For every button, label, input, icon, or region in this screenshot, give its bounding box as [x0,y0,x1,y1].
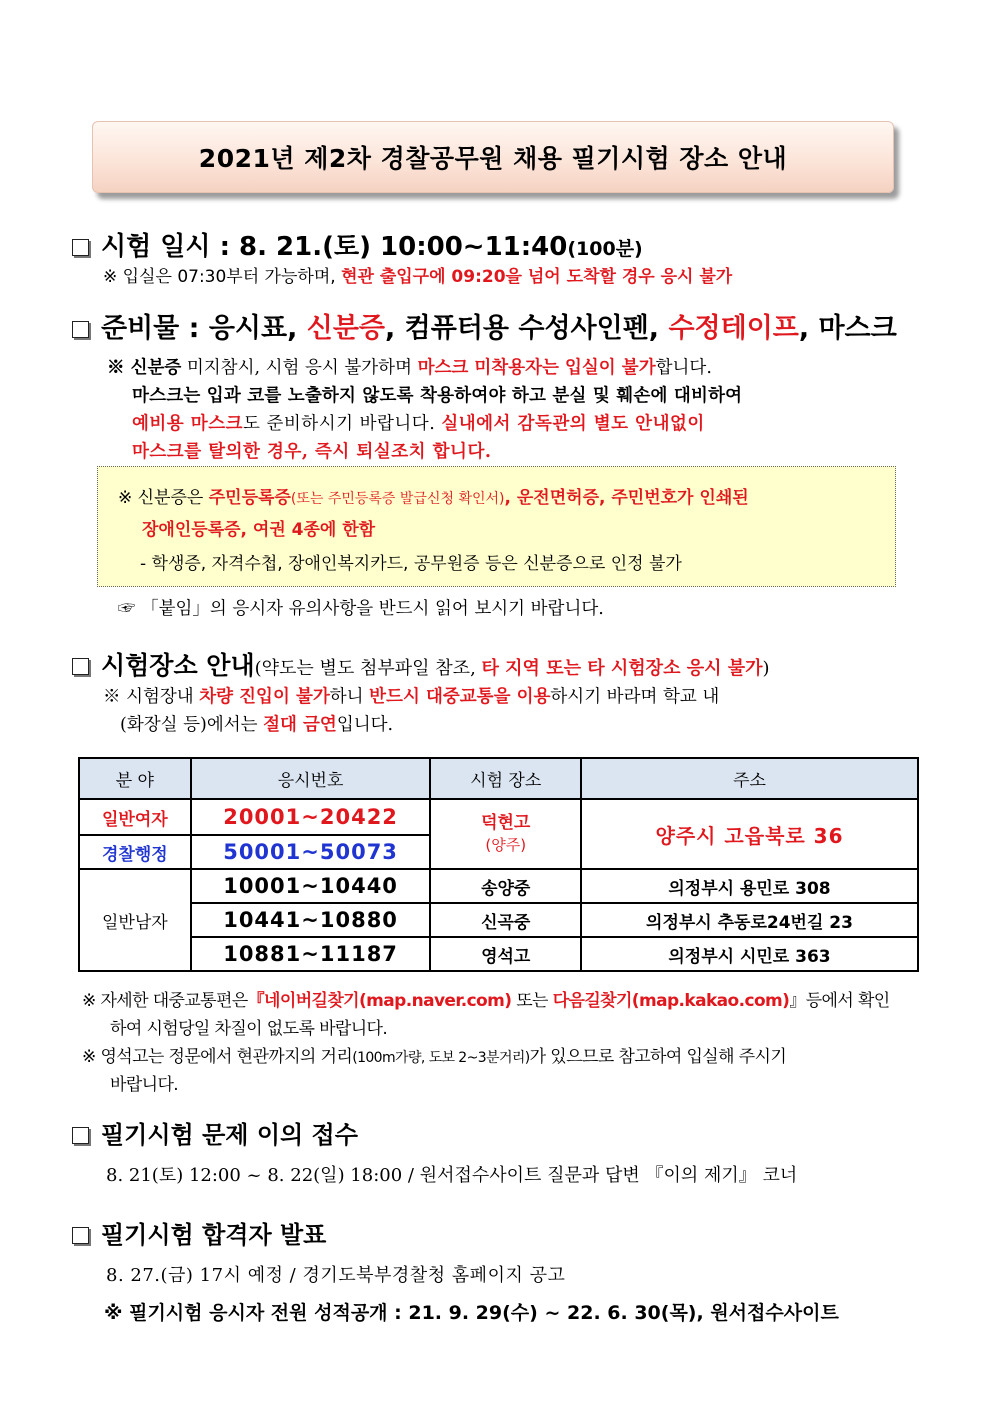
yeongseok-note-line1 [82,1042,786,1067]
section-exam-datetime [72,226,643,263]
id-card-note-line2: 장애인등록증, 여권 4종에 한함 [142,520,376,540]
text: (약도는 별도 첨부파일 참조, [254,658,482,679]
mask-note-line2: 마스크는 입과 코를 노출하지 않도록 착용하여야 하고 분실 및 훼손에 대비하여 [132,386,743,406]
checkbox-bullet-icon [72,239,89,256]
text: 하니 [329,687,370,707]
place-name: 덕현고 [481,813,531,834]
kakao-map-link-text: 다음길찾기(map.kakao.com) [552,991,790,1011]
text: 』등에서 확인 [789,991,890,1011]
field-cell: 일반남자 [79,869,191,971]
text: 도 준비하시기 바랍니다. [243,414,442,434]
text: 미지참시, 시험 응시 불가하며 [181,358,418,378]
transport-note-line2: 하여 시험당일 차질이 없도록 바랍니다. [110,1019,388,1039]
supplies-text: 준비물 : 응시표, [101,313,307,344]
range-cell: 20001~20422 [191,799,431,835]
no-vehicle-warning: 차량 진입이 불가 [199,687,330,707]
transport-note-line1 [82,986,890,1011]
section-exam-location [72,646,770,682]
section-results [72,1215,326,1250]
table-row [79,937,918,971]
text: 또는 [511,991,553,1011]
place-cell: 영석고 [430,937,581,971]
place-cell [430,799,581,869]
entry-time-note [103,262,732,287]
range-cell: 10441~10880 [191,903,431,937]
yeongseok-note-line2: 바랍니다. [110,1075,179,1095]
no-smoking-warning: 절대 금연 [263,715,337,735]
checkbox-bullet-icon [72,1227,89,1244]
attachment-note: ☞ 「붙임」의 응시자 유의사항을 반드시 읽어 보시기 바랍니다. [118,599,604,619]
id-card-note-line1 [118,483,749,508]
place-cell: 송양중 [430,869,581,903]
text: ※ 신분증 [107,358,182,378]
table-header-row [79,758,918,799]
no-other-location-warning: 타 지역 또는 타 시험장소 응시 불가 [481,658,763,679]
section-objection [72,1115,358,1150]
section-supplies [72,306,897,345]
place-region: (양주) [485,836,527,855]
text: ※ 신분증은 [118,488,209,508]
table-row [79,799,918,835]
checkbox-bullet-icon [72,1127,89,1144]
objection-label: 필기시험 문제 이의 접수 [101,1121,358,1149]
header-field: 분 야 [79,758,191,799]
field-cell: 경찰행정 [79,835,191,869]
text: ※ 자세한 대중교통편은 [82,991,248,1011]
place-cell: 신곡중 [430,903,581,937]
entry-time-text: ※ 입실은 07:30부터 가능하며, [103,267,342,287]
address-cell: 양주시 고읍북로 36 [581,799,918,869]
id-card-note-line3: - 학생증, 자격수첩, 장애인복지카드, 공무원증 등은 신분증으로 인정 불가 [140,554,682,574]
late-arrival-warning: 현관 출입구에 09:20을 넘어 도착할 경우 응시 불가 [341,267,733,287]
mask-note-line3 [132,410,705,435]
results-detail: 8. 27.(금) 17시 예정 / 경기도북부경찰청 홈페이지 공고 [106,1265,566,1286]
text: 입니다. [336,715,394,735]
supplies-text: , 마스크 [798,313,897,344]
distance-detail: (100m가량, 도보 2~3분거리) [352,1050,530,1066]
text: ※ 시험장내 [103,687,200,707]
id-resident-card-alt: (또는 주민등록증 발급신청 확인서) [290,491,505,507]
title-banner [92,121,894,193]
text: (화장실 등)에서는 [120,715,264,735]
table-row [79,869,918,903]
mask-note-line4: 마스크를 탈의한 경우, 즉시 퇴실조치 합니다. [132,442,492,462]
header-address: 주소 [581,758,918,799]
header-place: 시험 장소 [430,758,581,799]
header-range: 응시번호 [191,758,431,799]
range-cell: 10001~10440 [191,869,431,903]
range-cell: 10881~11187 [191,937,431,971]
location-note-line1 [103,683,719,708]
exam-duration: (100분) [567,238,643,260]
field-cell: 일반여자 [79,799,191,835]
checkbox-bullet-icon [72,658,89,675]
exam-datetime-label: 시험 일시 : 8. 21.(토) 10:00~11:40 [101,232,568,262]
public-transport-warning: 반드시 대중교통을 이용 [369,687,551,707]
spare-mask-text: 예비용 마스크 [132,414,244,434]
range-cell: 50001~50073 [191,835,431,869]
supplies-id-card: 신분증 [306,313,385,344]
id-other-types: , 운전면허증, 주민번호가 인쇄된 [504,488,749,508]
text: ) [762,658,770,679]
text: 하시기 바라며 학교 내 [550,687,720,707]
naver-map-link-text: 『네이버길찾기(map.naver.com) [247,991,512,1011]
results-label: 필기시험 합격자 발표 [101,1221,327,1249]
table-row [79,903,918,937]
mask-removal-warning: 실내에서 감독관의 별도 안내없이 [441,414,705,434]
address-cell: 의정부시 용민로 308 [581,869,918,903]
supplies-correction-tape: 수정테이프 [668,313,799,344]
text: ※ 영석고는 정문에서 현관까지의 거리 [82,1047,353,1067]
supplies-text: , 컴퓨터용 수성사인펜, [385,313,669,344]
location-note-line2 [120,711,393,736]
address-cell: 의정부시 시민로 363 [581,937,918,971]
mask-note-line1 [107,354,712,379]
id-resident-card: 주민등록증 [208,488,291,508]
objection-detail: 8. 21(토) 12:00 ~ 8. 22(일) 18:00 / 원서접수사이트 질문과 답변 『이의 제기』 코너 [106,1165,798,1186]
text: 합니다. [655,358,712,378]
mask-required-warning: 마스크 미착용자는 입실이 불가 [417,358,656,378]
address-cell: 의정부시 추동로24번길 23 [581,903,918,937]
checkbox-bullet-icon [72,321,89,338]
score-disclosure-note: ※ 필기시험 응시자 전원 성적공개 : 21. 9. 29(수) ~ 22. 6. 30(목), 원서접수사이트 [104,1302,839,1324]
page-title: 2021년 제2차 경찰공무원 채용 필기시험 장소 안내 [198,144,788,173]
text: 가 있으므로 참고하여 입실해 주시기 [529,1047,787,1067]
exam-location-table [78,757,919,972]
exam-location-label: 시험장소 안내 [101,651,255,680]
